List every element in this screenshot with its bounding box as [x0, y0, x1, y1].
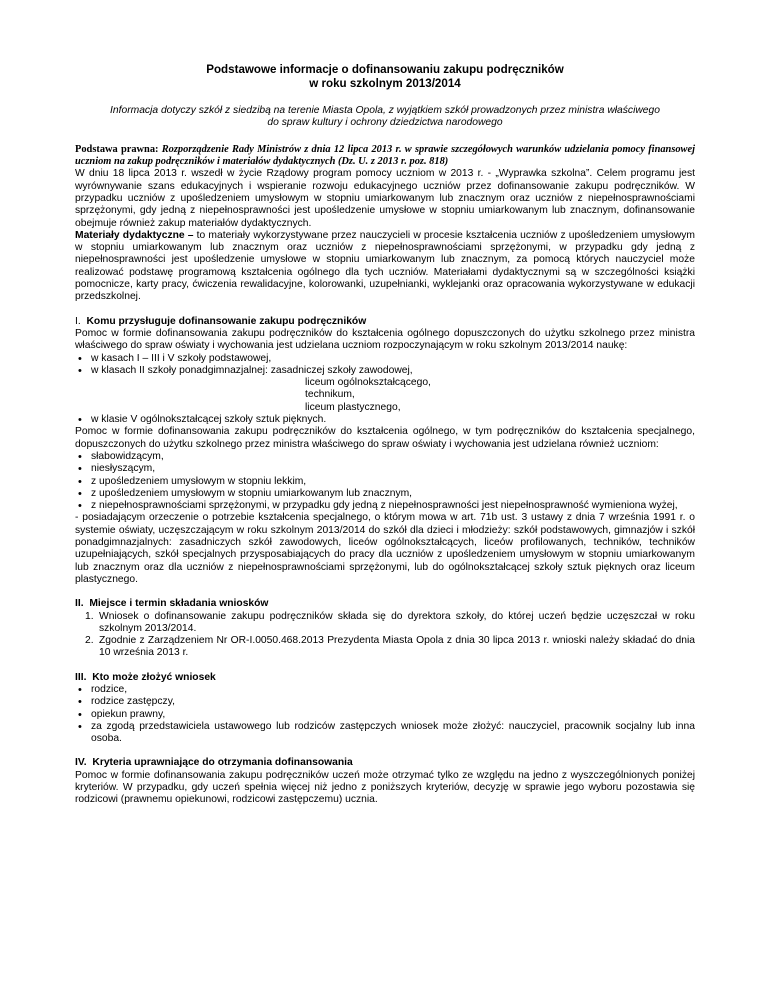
section-3-list — [75, 684, 695, 745]
list-item-number: 2. — [85, 635, 94, 647]
section-1-title: Komu przysługuje dofinansowanie zakupu podręczników — [86, 315, 367, 327]
section-1-heading — [75, 316, 695, 328]
section-3-number: III. — [75, 671, 87, 683]
legal-basis-label: Podstawa prawna: — [75, 143, 159, 155]
section-4-heading — [75, 757, 695, 769]
list-item: • słabowidzącym, — [91, 451, 695, 463]
section-2-number: II. — [75, 598, 84, 610]
document-subtitle — [75, 105, 695, 130]
section-2-heading — [75, 598, 695, 610]
list-item: • z upośledzeniem umysłowym w stopniu lekkim, — [91, 476, 695, 488]
intro-paragraph: W dniu 18 lipca 2013 r. wszedł w życie Rządowy program pomocy uczniom w 2013 r. - „Wyprawka szkolna”. Celem programu jest wyrównywanie szans edukacyjnych i wspieranie rozwoju edukacyjnego uczniów przez dofinansowanie zakupu podręczników. W przypadku uczniów z upośledzeniem umysłowym w stopniu umiarkowanym lub znacznym oraz uczniów z niepełnosprawnościami sprzężonymi, gdy jedną z niepełnosprawności jest upośledzenie umysłowe w stopniu umiarkowanym lub znacznym, dofinansowanie obejmuje również zakup materiałów dydaktycznych. — [75, 168, 695, 229]
list-item: • rodzice zastępczy, — [91, 696, 695, 708]
document-title — [75, 63, 695, 91]
list-item-line: liceum plastycznego, — [305, 401, 401, 413]
section-3-title: Kto może złożyć wniosek — [92, 671, 216, 683]
section-3-heading — [75, 672, 695, 684]
list-item — [91, 365, 695, 414]
list-item-line: technikum, — [305, 389, 355, 401]
materials-label: Materiały dydaktyczne – — [75, 229, 194, 241]
materials-text: to materiały wykorzystywane przez nauczycieli w procesie kształcenia uczniów z upośledzeniem umysłowym w stopniu umiarkowanym lub znacznym oraz uczniów z niepełnosprawnościami sprzężonymi, w przypadku gdy jedną z niepełnosprawności jest upośledzenie umysłowe w stopniu umiarkowanym lub znacznym, za pomocą których nauczyciel może realizować podstawę programową kształcenia ogólnego dla tych uczniów. Materiałami dydaktycznymi są w szczególności książki pomocnicze, karty pracy, ćwiczenia rewalidacyjne, kolorowanki, uzupełnianki, wyklejanki oraz opracowania wykorzystywane w edukacji przedszkolnej. — [75, 229, 695, 303]
document-page — [75, 63, 695, 807]
list-item: • z niepełnosprawnościami sprzężonymi, w przypadku gdy jedną z niepełnosprawności jest niepełnosprawność wymieniona wyżej, — [91, 500, 695, 512]
list-item: • za zgodą przedstawiciela ustawowego lub rodziców zastępczych wniosek może złożyć: nauczyciel, pracownik socjalny lub inna osoba. — [91, 721, 695, 746]
list-item — [85, 635, 695, 660]
list-item-text: Zgodnie z Zarządzeniem Nr OR-I.0050.468.2013 Prezydenta Miasta Opola z dnia 30 lipca 2013 r. wnioski należy składać do dnia 10 września 2013 r. — [99, 635, 695, 659]
section-1-list-1 — [75, 353, 695, 427]
list-item: • rodzice, — [91, 684, 695, 696]
materials-paragraph — [75, 230, 695, 304]
section-1-paragraph-2: Pomoc w formie dofinansowania zakupu podręczników do kształcenia ogólnego, w tym podręczników do kształcenia specjalnego, dopuszczonych do użytku szkolnego przez ministra właściwego do spraw oświaty i wychowania jest udzielana również uczniom: — [75, 426, 695, 450]
list-item-text: Wniosek o dofinansowanie zakupu podręczników składa się do dyrektora szkoły, do której uczeń będzie uczęszczał w roku szkolnym 2013/2014. — [99, 610, 695, 634]
section-2-title: Miejsce i termin składania wniosków — [89, 598, 269, 610]
section-2-list — [75, 611, 695, 660]
legal-basis-text: Rozporządzenie Rady Ministrów z dnia 12 lipca 2013 r. w sprawie szczegółowych warunków udzielania pomocy finansowej uczniom na zakup podręczników i materiałów dydaktycznych (Dz. U. z 2013 r. poz. 818) — [75, 143, 695, 167]
list-item: • z upośledzeniem umysłowym w stopniu umiarkowanym lub znacznym, — [91, 488, 695, 500]
title-line-2: w roku szkolnym 2013/2014 — [309, 77, 461, 90]
list-item: • w kasach I – III i V szkoły podstawowej, — [91, 353, 695, 365]
section-4-paragraph: Pomoc w formie dofinansowania zakupu podręczników uczeń może otrzymać tylko ze względu na jedno z wyszczególnionych poniżej kryteriów. W przypadku, gdy uczeń spełnia więcej niż jedno z poniższych kryteriów, decyzję w sprawie jego wyboru pozostawia się rodzicowi (prawnemu opiekunowi, rodzicowi zastępczemu) ucznia. — [75, 769, 695, 806]
list-item: • w klasie V ogólnokształcącej szkoły sztuk pięknych. — [91, 414, 695, 426]
title-line-1: Podstawowe informacje o dofinansowaniu zakupu podręczników — [206, 63, 564, 76]
subtitle-line-2: do spraw kultury i ochrony dziedzictwa narodowego — [267, 117, 503, 129]
list-item-number: 1. — [85, 610, 94, 622]
list-item — [85, 610, 695, 636]
legal-basis — [75, 144, 695, 169]
list-item: • opiekun prawny, — [91, 709, 695, 721]
section-4-number: IV. — [75, 757, 87, 769]
section-1-number: I. — [75, 315, 81, 327]
subtitle-line-1: Informacja dotyczy szkół z siedzibą na terenie Miasta Opola, z wyjątkiem szkół prowadzonych przez ministra właściwego — [110, 105, 660, 116]
list-item-line: w klasach II szkoły ponadgimnazjalnej: zasadniczej szkoły zawodowej, — [91, 364, 413, 376]
section-4-title: Kryteria uprawniające do otrzymania dofinansowania — [92, 757, 353, 769]
list-item-line: liceum ogólnokształcącego, — [305, 377, 431, 389]
list-item: • niesłyszącym, — [91, 463, 695, 475]
section-1-list-2 — [75, 451, 695, 512]
section-1-paragraph-1: Pomoc w formie dofinansowania zakupu podręczników do kształcenia ogólnego dopuszczonych do użytku szkolnego przez ministra właściwego do spraw oświaty i wychowania jest udzielana uczniom rozpoczynającym w roku szkolnym 2013/2014 naukę: — [75, 327, 695, 352]
section-1-paragraph-3: - posiadającym orzeczenie o potrzebie kształcenia specjalnego, o którym mowa w art. 71b ust. 3 ustawy z dnia 7 września 1991 r. o systemie oświaty, uczęszczającym w roku szkolnym 2013/2014 do szkół dla dzieci i młodzieży: szkół podstawowych, gimnazjów i szkół ponadgimnazjalnych: zasadniczych szkół zawodowych, liceów ogólnokształcących, liceów profilowanych, techników, techników uzupełniających, szkół specjalnych przysposabiających do pracy dla uczniów z upośledzeniem umysłowym w stopniu umiarkowanym lub znacznym oraz dla uczniów z niepełnosprawnościami sprzężonymi, lub do ogólnokształcącej szkoły sztuk pięknych oraz liceum plastycznego. — [75, 512, 695, 585]
